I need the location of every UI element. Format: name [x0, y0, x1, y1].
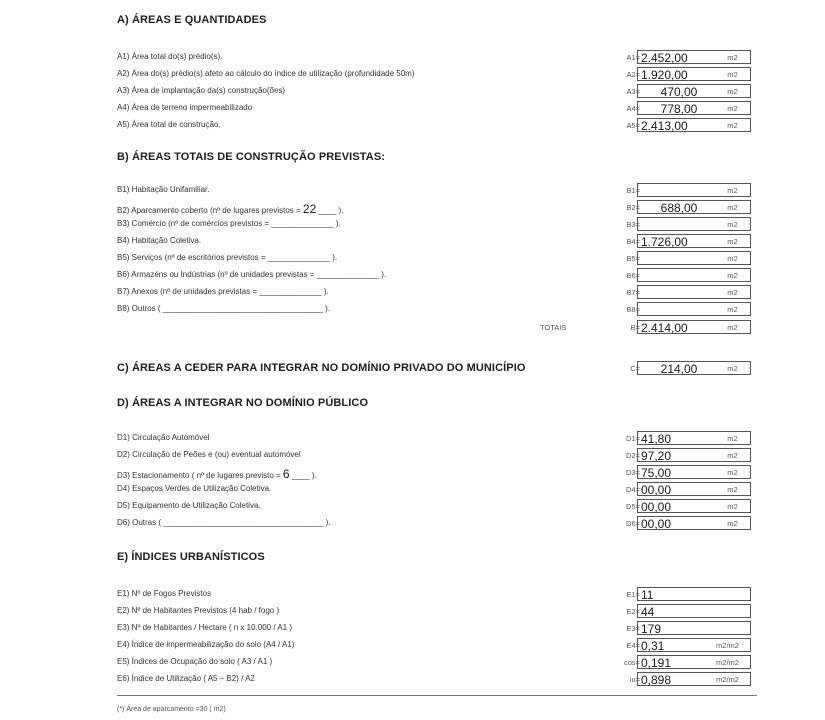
handwritten-count: 22	[302, 202, 317, 216]
row-a5	[117, 118, 757, 133]
row-unit: m2	[727, 53, 738, 62]
row-value: 00,00	[641, 483, 672, 497]
row-e5	[117, 655, 757, 670]
row-code: B2=	[626, 203, 640, 212]
row-code: A1=	[626, 53, 640, 62]
section-b-title: B) ÁREAS TOTAIS DE CONSTRUÇÃO PREVISTAS:	[117, 151, 386, 163]
row-unit: m2/m2	[716, 675, 739, 684]
row-a3	[117, 84, 757, 99]
row-value: 0,31	[641, 639, 665, 653]
row-unit: m2/m2	[716, 658, 739, 667]
row-unit: m2	[727, 485, 738, 494]
row-code: cos=	[623, 658, 640, 667]
row-value: 778,00	[660, 102, 698, 116]
row-e1	[117, 587, 757, 602]
row-b4	[117, 234, 757, 249]
row-b2	[117, 200, 757, 215]
row-label: B8) Outros ( ____________________________________ ).	[117, 304, 331, 313]
row-unit: m2	[727, 70, 738, 79]
row-code: A4=	[626, 104, 640, 113]
row-value: 179	[641, 622, 662, 636]
row-label: E4) Índice de impermeabilização do solo (A4 / A1)	[117, 640, 295, 649]
row-label: E2) Nº de Habitantes Previstos (4 hab / fogo )	[117, 606, 280, 615]
row-unit: m2	[727, 502, 738, 511]
row-unit: m2	[727, 220, 738, 229]
row-unit: m2	[727, 305, 738, 314]
row-c	[117, 361, 757, 376]
row-value: 470,00	[660, 85, 698, 99]
totals-label: TOTAIS	[540, 323, 567, 332]
row-b8	[117, 302, 757, 317]
row-e4	[117, 638, 757, 653]
row-a1	[117, 50, 757, 65]
row-code: B6=	[626, 271, 640, 280]
row-code: B1=	[626, 186, 640, 195]
row-code: B7=	[626, 288, 640, 297]
row-value: 214,00	[660, 362, 698, 376]
row-b3	[117, 217, 757, 232]
section-e-title: E) ÍNDICES URBANÍSTICOS	[117, 551, 265, 563]
section-d-title: D) ÁREAS A INTEGRAR NO DOMÍNIO PÚBLICO	[117, 397, 369, 409]
row-b-totals	[117, 320, 757, 335]
row-a2	[117, 67, 757, 82]
row-e2	[117, 604, 757, 619]
row-code: A3=	[626, 87, 640, 96]
row-unit: m2	[727, 364, 738, 373]
row-label: E5) Índices de Ocupação do solo ( A3 / A1 )	[117, 657, 273, 666]
footer-divider	[117, 695, 757, 696]
row-code: E4=	[626, 641, 640, 650]
row-unit: m2	[727, 434, 738, 443]
row-label: A5) Área total de construção.	[117, 120, 221, 129]
row-label: B6) Armazéns ou Indústrias (nº de unidades previstas = ______________ ).	[117, 270, 387, 279]
row-code: D5=	[626, 502, 640, 511]
row-code: B8=	[626, 305, 640, 314]
row-unit: m2	[727, 468, 738, 477]
row-value: 1.920,00	[641, 68, 688, 82]
row-code: B=	[630, 323, 640, 332]
row-label: D2) Circulação de Peões e (ou) eventual automóvel	[117, 450, 301, 459]
section-c-title: C) ÁREAS A CEDER PARA INTEGRAR NO DOMÍNIO PRIVADO DO MUNICÍPIO	[117, 362, 526, 374]
row-value: 1.726,00	[641, 235, 688, 249]
row-label: B7) Anexos (nº de unidades previstas = ______________ ).	[117, 287, 329, 296]
row-value: 00,00	[641, 517, 672, 531]
row-d5	[117, 499, 757, 514]
row-label: D6) Outras ( ____________________________________ ).	[117, 518, 331, 527]
row-label	[117, 202, 343, 216]
row-code: E2=	[626, 607, 640, 616]
row-value: 11	[641, 588, 654, 602]
row-code: D4=	[626, 485, 640, 494]
row-unit: m2	[727, 254, 738, 263]
row-a4	[117, 101, 757, 116]
row-label: D5) Equipamento de Utilização Coletiva.	[117, 501, 261, 510]
label-text: D3) Estacionamento ( nº de lugares previsto =	[117, 471, 283, 480]
row-label: A3) Área de implantação da(s) construção(ões)	[117, 86, 286, 95]
row-b6	[117, 268, 757, 283]
row-d2	[117, 448, 757, 463]
row-value: 688,00	[660, 201, 698, 215]
row-unit: m2	[727, 519, 738, 528]
row-e3	[117, 621, 757, 636]
row-unit: m2	[727, 87, 738, 96]
row-label: A1) Área total do(s) prédio(s).	[117, 52, 223, 61]
row-value: 44	[641, 605, 655, 619]
row-d4	[117, 482, 757, 497]
row-value: 41,80	[641, 432, 672, 446]
row-code: iu=	[629, 675, 640, 684]
row-value: 2.414,00	[641, 321, 688, 335]
row-label: B5) Serviços (nº de escritórios previstos = ______________ ).	[117, 253, 338, 262]
row-value: 2.452,00	[641, 51, 688, 65]
row-code: B3=	[626, 220, 640, 229]
row-b7	[117, 285, 757, 300]
row-label: B1) Habitação Unifamiliar.	[117, 185, 210, 194]
row-d1	[117, 431, 757, 446]
row-label: E6) Índice de Utilização ( A5 – B2) / A2	[117, 674, 255, 683]
footnote: (*) Área de aparcamento =30 ( m2)	[117, 706, 226, 713]
row-code: A2=	[626, 70, 640, 79]
row-d6	[117, 516, 757, 531]
row-label: D1) Circulação Automóvel	[117, 433, 210, 442]
row-b1	[117, 183, 757, 198]
section-a-title: A) ÁREAS E QUANTIDADES	[117, 14, 267, 26]
row-unit: m2	[727, 104, 738, 113]
label-text: B2) Aparcamento coberto (nº de lugares previstos =	[117, 206, 303, 215]
row-value: 75,00	[641, 466, 672, 480]
row-label	[117, 467, 317, 481]
row-label: B4) Habitação Coletiva.	[117, 236, 202, 245]
row-label: E1) Nº de Fogos Previstos	[117, 589, 212, 598]
row-code: C=	[630, 364, 640, 373]
row-code: D3=	[626, 468, 640, 477]
row-code: E3=	[626, 624, 640, 633]
row-unit: m2	[727, 288, 738, 297]
row-unit: m2	[727, 121, 738, 130]
row-unit: m2	[727, 451, 738, 460]
label-text: ____ ).	[316, 206, 344, 215]
row-unit: m2	[727, 186, 738, 195]
row-label: E3) Nº de Habitantes / Hectare ( n x 10.000 / A1 )	[117, 623, 293, 632]
row-e6	[117, 672, 757, 687]
handwritten-count: 6	[282, 467, 290, 481]
row-unit: m2	[727, 323, 738, 332]
row-code: B5=	[626, 254, 640, 263]
row-code: D2=	[626, 451, 640, 460]
row-unit: m2	[727, 271, 738, 280]
row-code: D1=	[626, 434, 640, 443]
row-value: 97,20	[641, 449, 672, 463]
row-b5	[117, 251, 757, 266]
row-unit: m2/m2	[716, 641, 739, 650]
row-code: B4=	[626, 237, 640, 246]
row-code: A5=	[626, 121, 640, 130]
row-label: A2) Área do(s) prédio(s) afeto ao cálculo do índice de utilização (profundidade 50m)	[117, 69, 415, 78]
row-value: 00,00	[641, 500, 672, 514]
row-code: E1=	[626, 590, 640, 599]
row-value: 2.413,00	[641, 119, 688, 133]
row-unit: m2	[727, 203, 738, 212]
row-label: D4) Espaços Verdes de Utilização Coletiva.	[117, 484, 272, 493]
row-value: 0,898	[641, 673, 672, 687]
value-box	[637, 587, 751, 601]
row-d3	[117, 465, 757, 480]
row-value: 0,191	[641, 656, 672, 670]
row-unit: m2	[727, 237, 738, 246]
row-code: D6=	[626, 519, 640, 528]
row-label: A4) Área de terreno impermeabilizado	[117, 103, 253, 112]
label-text: ____ ).	[289, 471, 317, 480]
row-label: B3) Comércio (nº de comércios previstos = ______________ ).	[117, 219, 341, 228]
